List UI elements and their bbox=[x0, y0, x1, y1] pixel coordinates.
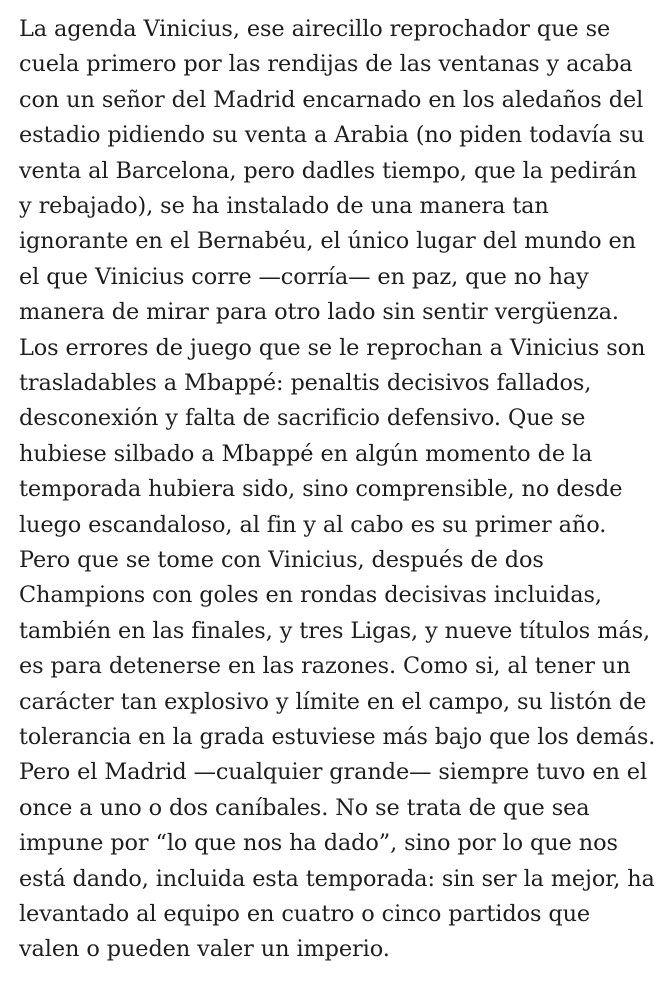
text-line: impune por “lo que nos ha dado”, sino por lo que nos bbox=[19, 830, 618, 857]
text-line: es para detenerse en las razones. Como si, al tener un bbox=[19, 653, 631, 680]
text-line: Pero que se tome con Vinicius, después de dos bbox=[19, 547, 544, 573]
text-line: también en las finales, y tres Ligas, y nueve títulos más, bbox=[19, 617, 650, 644]
text-line: trasladables a Mbappé: penaltis decisivos fallados, bbox=[19, 370, 592, 396]
text-line: venta al Barcelona, pero dadles tiempo, que la pedirán bbox=[19, 157, 637, 184]
text-line: La agenda Vinicius, ese airecillo reprochador que se bbox=[19, 16, 611, 42]
text-line: cuela primero por las rendijas de las ventanas y acaba bbox=[19, 51, 633, 78]
text-line: está dando, incluida esta temporada: sin ser la mejor, ha bbox=[19, 865, 655, 892]
text-line: estadio pidiendo su venta a Arabia (no piden todavía su bbox=[19, 122, 645, 149]
text-line: once a uno o dos caníbales. No se trata de que sea bbox=[19, 794, 590, 821]
text-line: levantado al equipo en cuatro o cinco partidos que bbox=[19, 901, 591, 927]
text-line: luego escandaloso, al fin y al cabo es su primer año. bbox=[19, 511, 607, 538]
text-line: ignorante en el Bernabéu, el único lugar del mundo en bbox=[19, 228, 636, 255]
text-line: manera de mirar para otro lado sin sentir vergüenza. bbox=[19, 299, 619, 326]
text-line: carácter tan explosivo y límite en el campo, su listón de bbox=[19, 688, 647, 715]
text-line: valen o pueden valer un imperio. bbox=[19, 936, 390, 963]
text-line: hubiese silbado a Mbappé en algún momento de la bbox=[19, 440, 593, 467]
text-line: y rebajado), se ha instalado de una manera tan bbox=[19, 193, 549, 219]
text-line: Pero el Madrid —cualquier grande— siempre tuvo en el bbox=[19, 759, 648, 786]
text-line: tolerancia en la grada estuviese más bajo que los demás. bbox=[19, 724, 656, 750]
text-line: con un señor del Madrid encarnado en los aledaños del bbox=[19, 86, 644, 113]
text-line: temporada hubiera sido, sino comprensible, no desde bbox=[19, 476, 623, 503]
text-line: el que Vinicius corre —corría— en paz, que no hay bbox=[19, 263, 589, 290]
text-line: Los errores de juego que se le reprochan a Vinicius son bbox=[19, 334, 646, 361]
text-line: desconexión y falta de sacrificio defensivo. Que se bbox=[19, 405, 586, 432]
text-line: Champions con goles en rondas decisivas incluidas, bbox=[19, 582, 602, 609]
